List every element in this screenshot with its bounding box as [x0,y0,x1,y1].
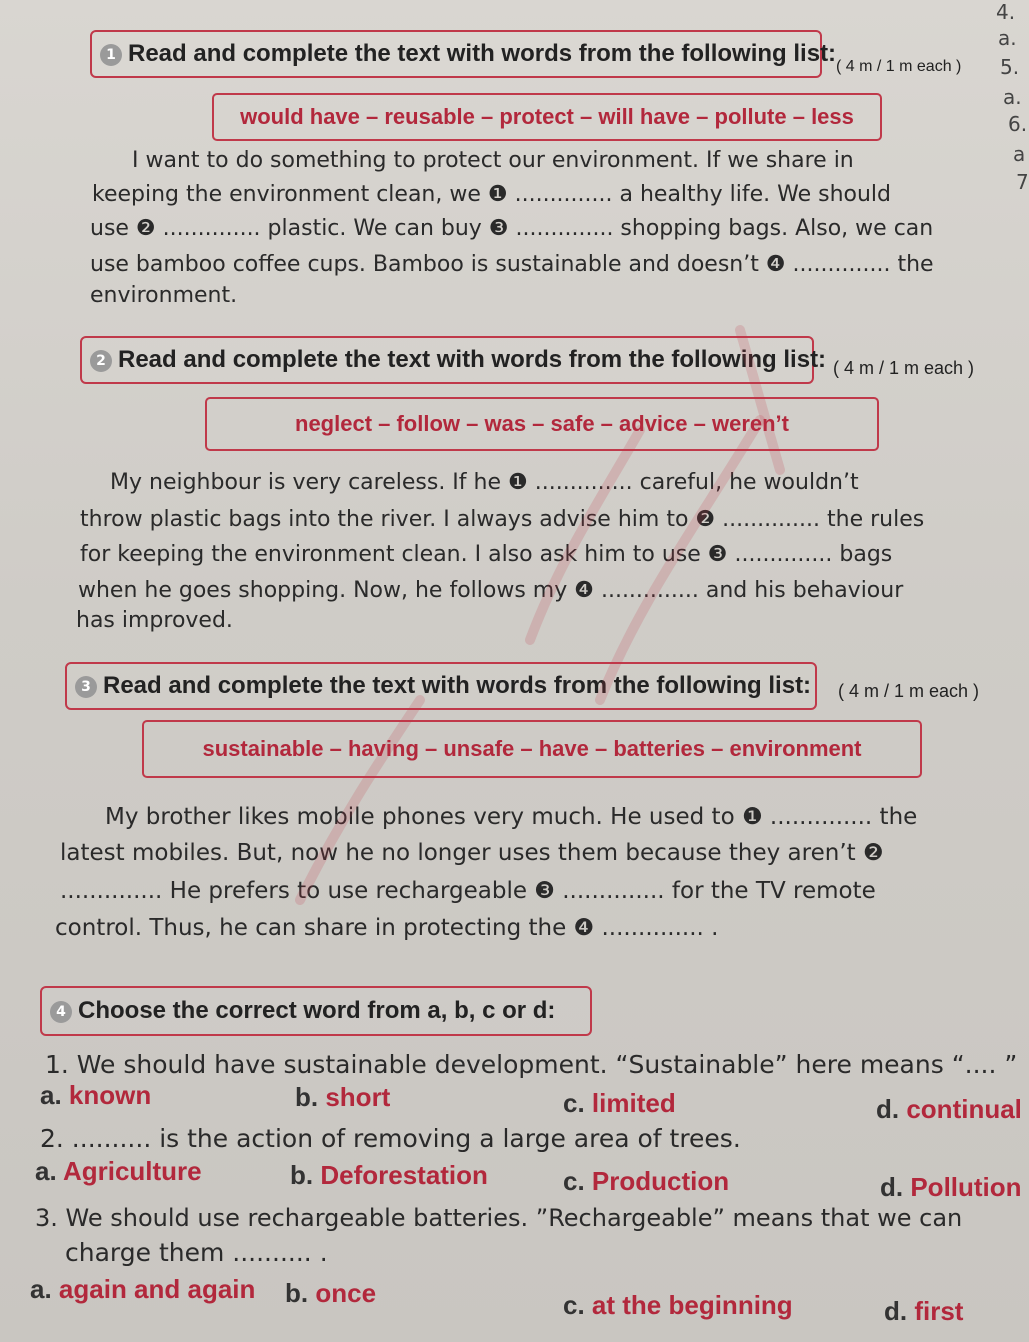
option-d[interactable]: d. first [884,1296,964,1326]
section-number-badge: 1 [100,44,122,66]
section-number-badge: 3 [75,676,97,698]
section-4-heading [40,986,592,1036]
section-title: Read and complete the text with words from the following list: [103,672,812,699]
option-c[interactable]: c. at the beginning [563,1290,793,1320]
section-title: Read and complete the text with words from the following list: [128,40,837,67]
edge-text: a [1013,142,1026,166]
text-line: throw plastic bags into the river. I always advise him to ❷ .............. the rules [80,507,925,532]
section-2-heading [80,336,827,384]
section-title: Read and complete the text with words from the following list: [118,346,827,373]
section-number-badge: 2 [90,350,112,372]
text-line: My brother likes mobile phones very much. He used to ❶ .............. the [105,804,918,830]
section-number-badge: 4 [50,1001,72,1023]
word-list-box: would have – reusable – protect – will have – pollute – less [212,93,882,141]
edge-text: 4. [996,0,1016,24]
question-3-continued: charge them .......... . [65,1238,328,1267]
marks-label: ( 4 m / 1 m each ) [838,681,980,701]
question-2: 2. .......... is the action of removing a large area of trees. [40,1124,741,1153]
edge-text: 5. [1000,55,1020,79]
option-a[interactable]: a. known [40,1080,152,1110]
text-line: keeping the environment clean, we ❶ .............. a healthy life. We should [92,182,891,207]
text-line: environment. [90,283,238,308]
text-line: for keeping the environment clean. I also ask him to use ❸ .............. bags [80,542,893,567]
question-3: 3. We should use rechargeable batteries. ”Rechargeable” means that we can [35,1204,963,1232]
text-line: use bamboo coffee cups. Bamboo is sustainable and doesn’t ❹ .............. the [90,252,934,277]
text-line: I want to do something to protect our environment. If we share in [132,148,854,173]
text-line: My neighbour is very careless. If he ❶ .............. careful, he wouldn’t [110,470,859,495]
word-list-box: neglect – follow – was – safe – advice – weren’t [205,397,879,451]
section-3-heading [65,662,817,710]
text-line: use ❷ .............. plastic. We can buy ❸ .............. shopping bags. Also, we can [90,216,934,241]
option-b[interactable]: b. short [295,1082,391,1112]
option-b[interactable]: b. Deforestation [290,1160,488,1190]
text-line: control. Thus, he can share in protecting the ❹ .............. . [55,915,719,941]
edge-text: 7 [1016,170,1029,194]
section-1-heading [90,30,837,78]
option-c[interactable]: c. limited [563,1088,676,1118]
option-c[interactable]: c. Production [563,1166,730,1196]
text-line: when he goes shopping. Now, he follows my ❹ .............. and his behaviour [78,578,904,603]
word-list-box: sustainable – having – unsafe – have – batteries – environment [142,720,922,778]
option-d[interactable]: d. Pollution [880,1172,1022,1202]
text-line: has improved. [76,608,233,633]
option-d[interactable]: d. continual [876,1094,1022,1124]
section-title: Choose the correct word from a, b, c or d: [78,997,556,1024]
edge-text: 6. [1008,112,1028,136]
marks-label: ( 4 m / 1 m each ) [836,58,962,75]
option-b[interactable]: b. once [285,1278,377,1308]
edge-text: a. [998,26,1017,50]
option-a[interactable]: a. again and again [30,1274,256,1304]
text-line: .............. He prefers to use rechargeable ❸ .............. for the TV remote [60,878,876,904]
text-line: latest mobiles. But, now he no longer uses them because they aren’t ❷ [60,840,884,866]
marks-label: ( 4 m / 1 m each ) [833,358,975,378]
question-1: 1. We should have sustainable development. “Sustainable” here means “.... ” [45,1050,1018,1079]
option-a[interactable]: a. Agriculture [35,1156,202,1186]
edge-text: a. [1003,85,1022,109]
